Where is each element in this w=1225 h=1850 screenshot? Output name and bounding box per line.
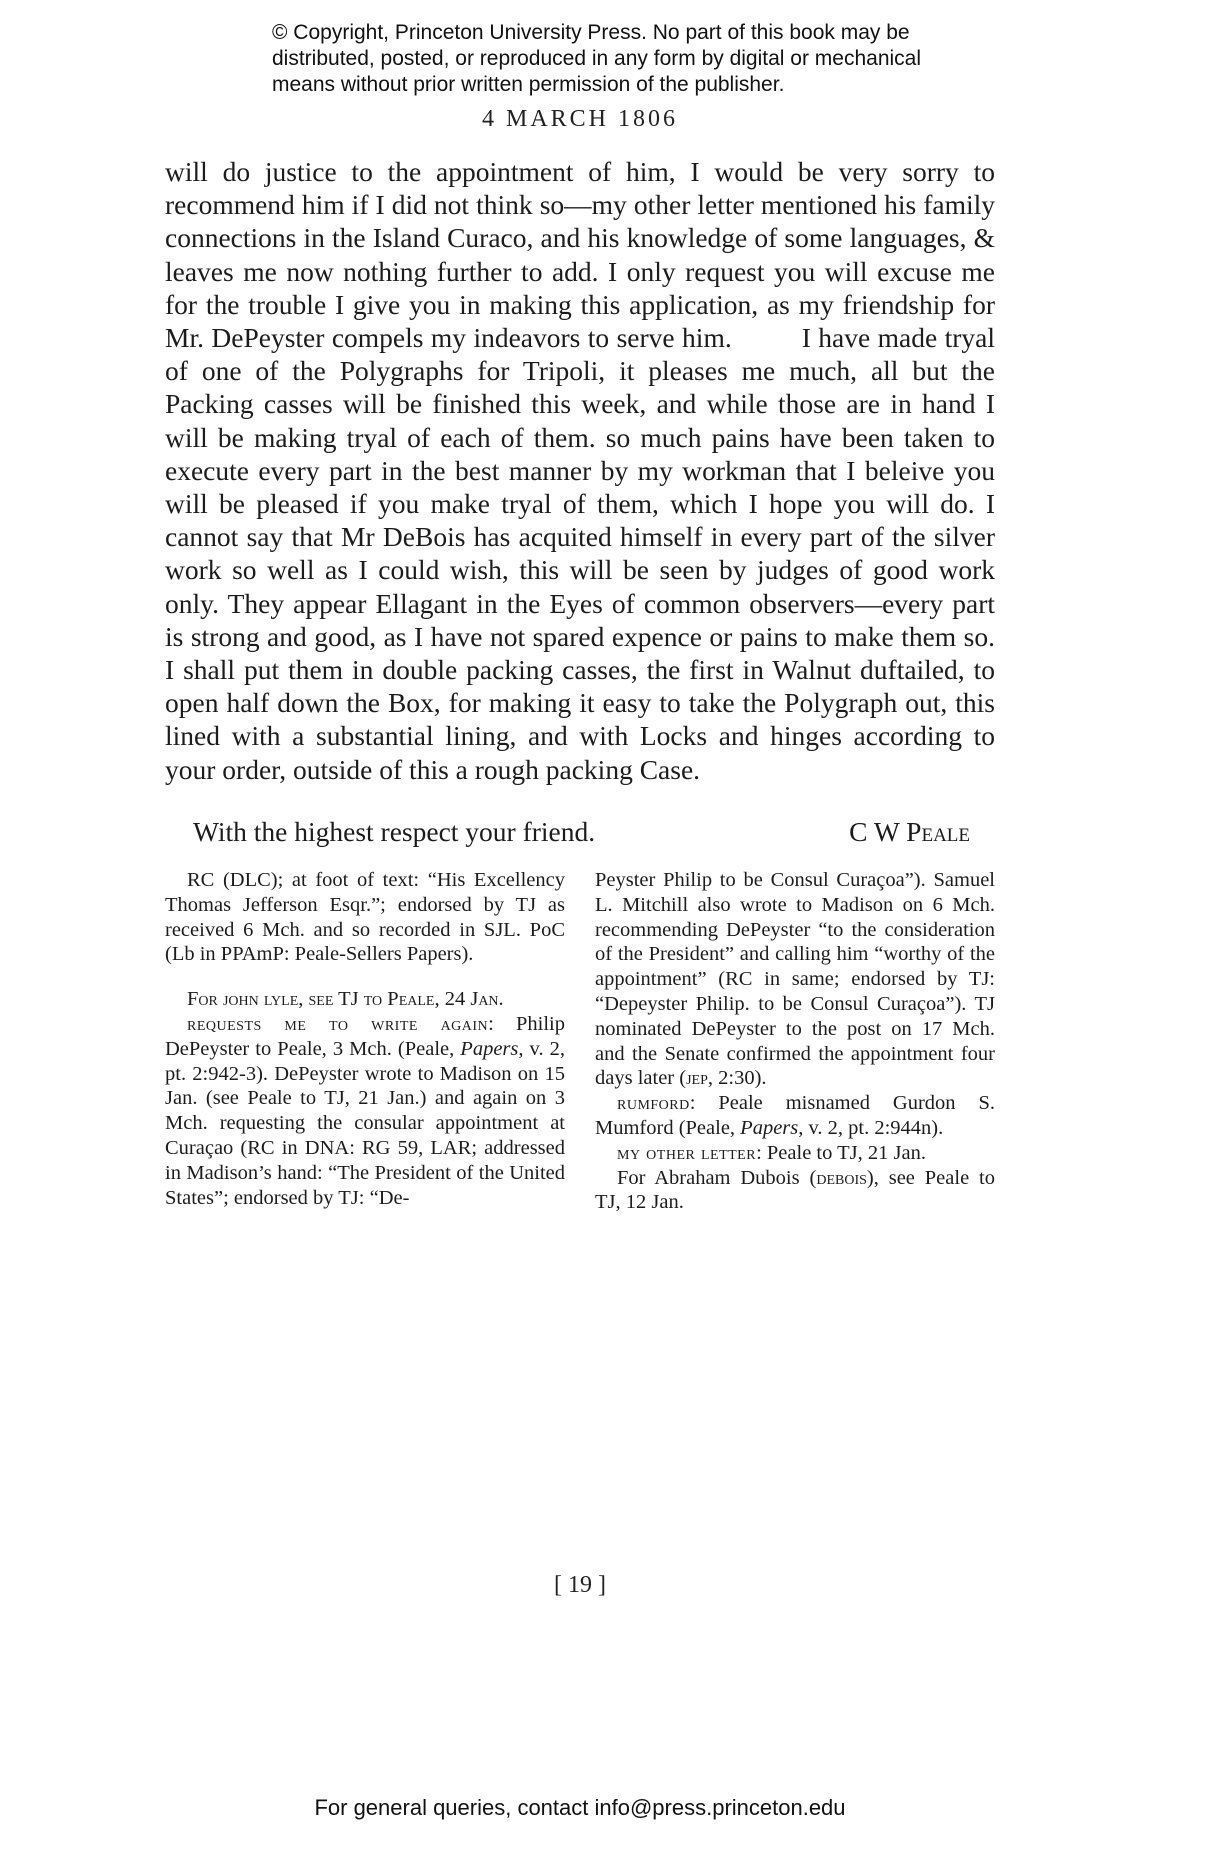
note-lead: requests me to write again	[187, 1012, 489, 1035]
running-head: 4 MARCH 1806	[481, 106, 679, 132]
notes-column-left	[165, 868, 565, 1210]
copyright-notice: © Copyright, Princeton University Press. No part of this book may be distributed, posted, or reproduced in any form by digital or mechanical means without prior written permission of the publisher.	[272, 21, 922, 96]
letter-body-part-2: I have made tryal of one of the Polygraphs for Tripoli, it pleases me much, all but the Packing casses will be finished this week, and while those are in hand I will be making tryal of each of them. so much pains have been taken to execute every part in the best manner by my workman that I beleive you will be pleased if you make tryal of them, which I hope you will do. I cannot say that Mr DeBois has acquited himself in every part of the silver work so well as I could wish, this will be seen by judges of good work only. They appear Ellagant in the Eyes of common observers—every part is strong and good, as I have not spared expence or pains to make them so. I shall put them in double packing casses, the first in Walnut duftailed, to open half down the Box, for making it easy to take the Polygraph out, this lined with a substantial lining, and with Locks and hinges according to your order, outside of this a rough packing Case.	[165, 322, 995, 785]
note-john-lyle: For john lyle, see TJ to Peale, 24 Jan.	[187, 988, 504, 1011]
note-lead: rumford	[617, 1092, 690, 1115]
note-continuation: Peyster Philip to be Consul Curaçoa”). Samuel L. Mitchill also wrote to Madison on 6 Mch. recommending DePeyster “to the consideration of the President” and calling him “worthy of the appointment” (RC in same; endorsed by TJ: “Depeyster Philip. to be Consul Curaçoa”). TJ nominated DePeyster to the post on 17 Mch. and the Senate confirmed the appointment four days later (jep, 2:30).	[595, 869, 995, 1090]
note-rumford: rumford: Peale misnamed Gurdon S. Mumford (Peale, Papers, v. 2, pt. 2:944n).	[595, 1092, 995, 1139]
note-requests-me-to-write-again: requests me to write again: Philip DePeyster to Peale, 3 Mch. (Peale, Papers, v. 2, pt. 2:942-3). DePeyster wrote to Madison on 15 Jan. (see Peale to TJ, 21 Jan.) and again on 3 Mch. requesting the consular appointment at Curaçao (RC in DNA: RG 59, LAR; addressed in Madison’s hand: “The President of the United States”; endorsed by TJ: “De-	[165, 1012, 566, 1209]
signature: C W Peale	[849, 816, 970, 847]
letter-body-part-1: will do justice to the appointment of him, I would be very sorry to recommend him if I did not think so—my other letter mentioned his family connections in the Island Curaco, and his knowledge of some languages, & leaves me now nothing further to add. I only request you will excuse me for the trouble I give you in making this application, as my friendship for Mr. DePeyster compels my indeavors to serve him.	[165, 156, 995, 354]
footer-contact: For general queries, contact info@press.princeton.edu	[314, 1795, 846, 1820]
note-my-other-letter: my other letter: Peale to TJ, 21 Jan.	[617, 1141, 926, 1164]
notes-column-right	[595, 868, 995, 1215]
note-dubois: For Abraham Dubois (debois), see Peale to TJ, 12 Jan.	[595, 1166, 995, 1214]
note-provenance: RC (DLC); at foot of text: “His Excellency Thomas Jefferson Esqr.”; endorsed by TJ as received 6 Mch. and so recorded in SJL. PoC (Lb in PPAmP: Peale-Sellers Papers).	[165, 869, 565, 966]
letter-body	[165, 155, 995, 786]
note-lead: my other letter	[617, 1141, 757, 1164]
page-number: [ 19 ]	[554, 1572, 606, 1598]
salutation: With the highest respect your friend.	[193, 816, 596, 847]
